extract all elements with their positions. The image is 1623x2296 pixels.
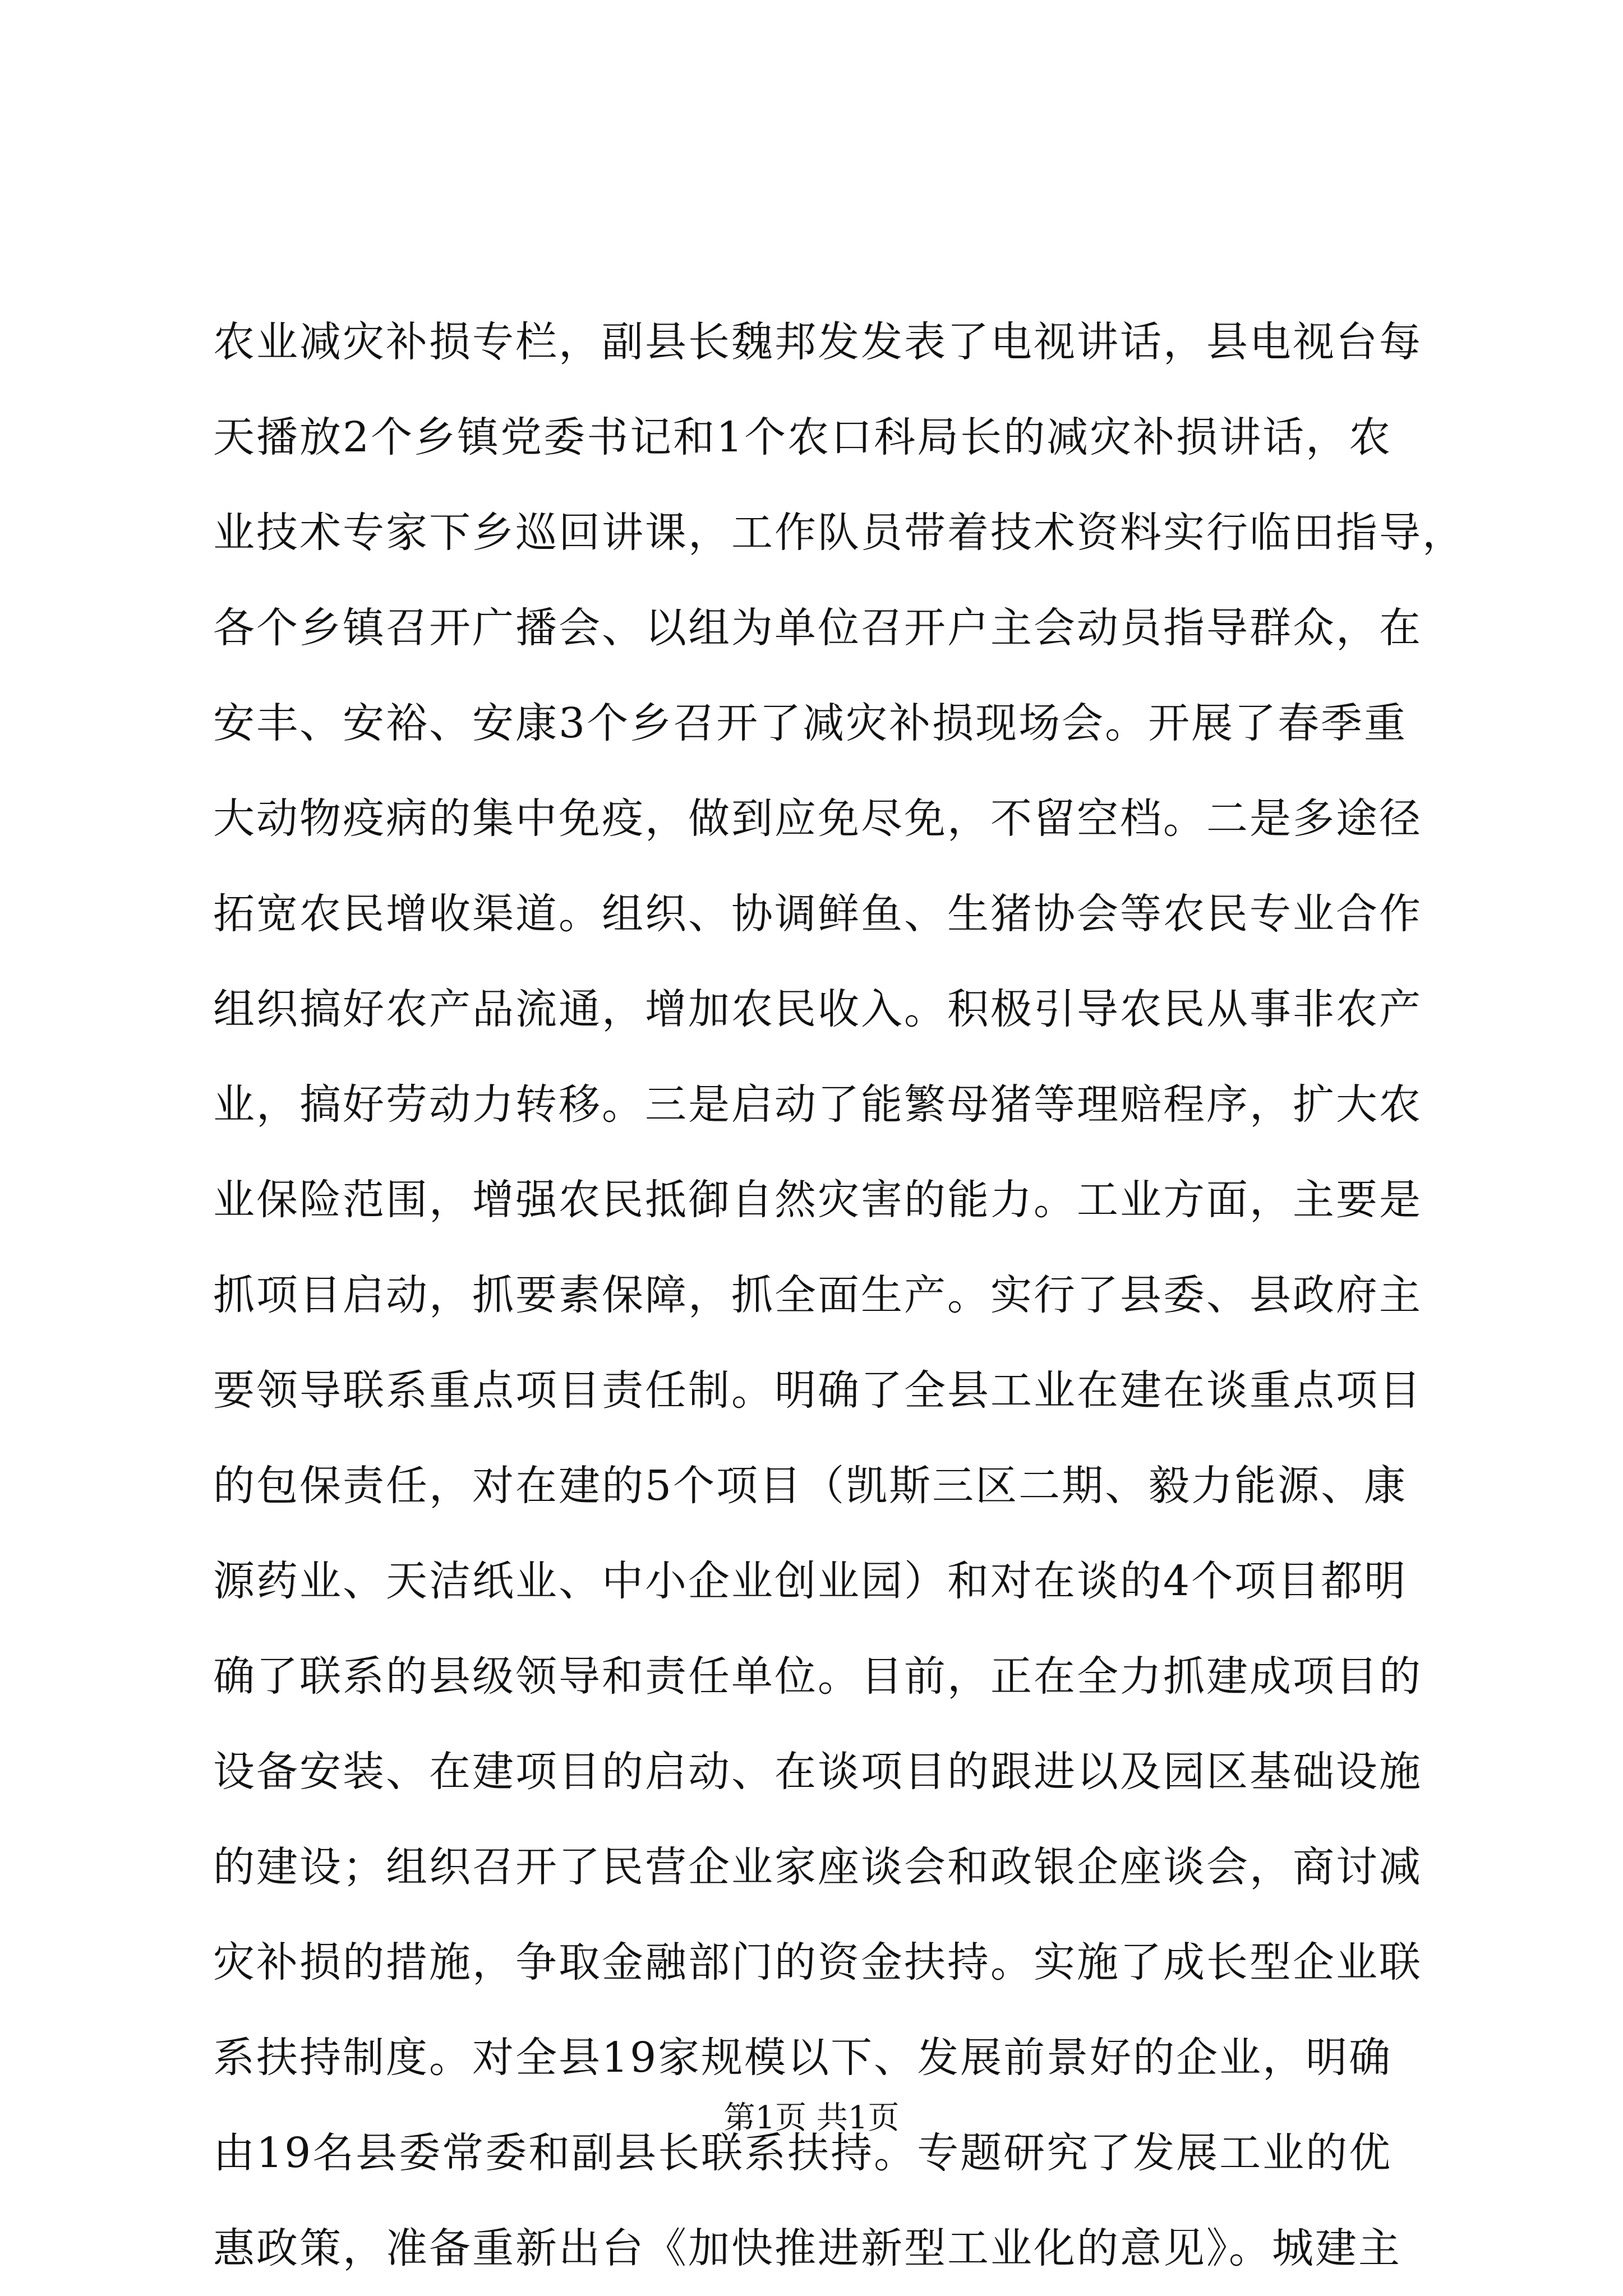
text-line: 拓宽农民增收渠道。组织、协调鲜鱼、生猪协会等农民专业合作 — [213, 890, 1422, 938]
text-line: 源药业、天洁纸业、中小企业创业园）和对在谈的4个项目都明 — [213, 1557, 1408, 1605]
text-line: 天播放2个乡镇党委书记和1个农口科局长的减灾补损讲话，农 — [213, 413, 1393, 461]
text-line: 业技术专家下乡巡回讲课，工作队员带着技术资料实行临田指导， — [213, 509, 1465, 557]
page-number: 第1页 共1页 — [723, 2100, 900, 2136]
text-line: 安丰、安裕、安康3个乡召开了减灾补损现场会。开展了春季重 — [213, 699, 1408, 747]
text-line: 由19名县委常委和副县长联系扶持。专题研究了发展工业的优 — [213, 2129, 1393, 2177]
text-line: 的建设；组织召开了民营企业家座谈会和政银企座谈会，商讨减 — [213, 1843, 1422, 1891]
text-line: 设备安装、在建项目的启动、在谈项目的跟进以及园区基础设施 — [213, 1748, 1422, 1796]
text-line: 农业减灾补损专栏，副县长魏邦发发表了电视讲话，县电视台每 — [213, 318, 1422, 366]
page-footer — [0, 2096, 1623, 2141]
text-line: 要领导联系重点项目责任制。明确了全县工业在建在谈重点项目 — [213, 1366, 1422, 1415]
text-line: 抓项目启动，抓要素保障，抓全面生产。实行了县委、县政府主 — [213, 1271, 1422, 1319]
text-line: 业保险范围，增强农民抵御自然灾害的能力。工业方面，主要是 — [213, 1176, 1422, 1224]
text-line: 大动物疫病的集中免疫，做到应免尽免，不留空档。二是多途径 — [213, 794, 1422, 843]
text-line: 组织搞好农产品流通，增加农民收入。积极引导农民从事非农产 — [213, 985, 1422, 1033]
text-line: 业，搞好劳动力转移。三是启动了能繁母猪等理赔程序，扩大农 — [213, 1080, 1422, 1129]
text-line: 灾补损的措施，争取金融部门的资金扶持。实施了成长型企业联 — [213, 1938, 1422, 1987]
text-line: 惠政策，准备重新出台《加快推进新型工业化的意见》。城建主 — [213, 2224, 1401, 2272]
text-line: 系扶持制度。对全县19家规模以下、发展前景好的企业，明确 — [213, 2034, 1393, 2082]
text-line: 各个乡镇召开广播会、以组为单位召开户主会动员指导群众，在 — [213, 604, 1422, 652]
text-line: 的包保责任，对在建的5个项目（凯斯三区二期、毅力能源、康 — [213, 1462, 1408, 1510]
body-text — [213, 294, 1469, 2296]
text-line: 确了联系的县级领导和责任单位。目前，正在全力抓建成项目的 — [213, 1652, 1422, 1701]
